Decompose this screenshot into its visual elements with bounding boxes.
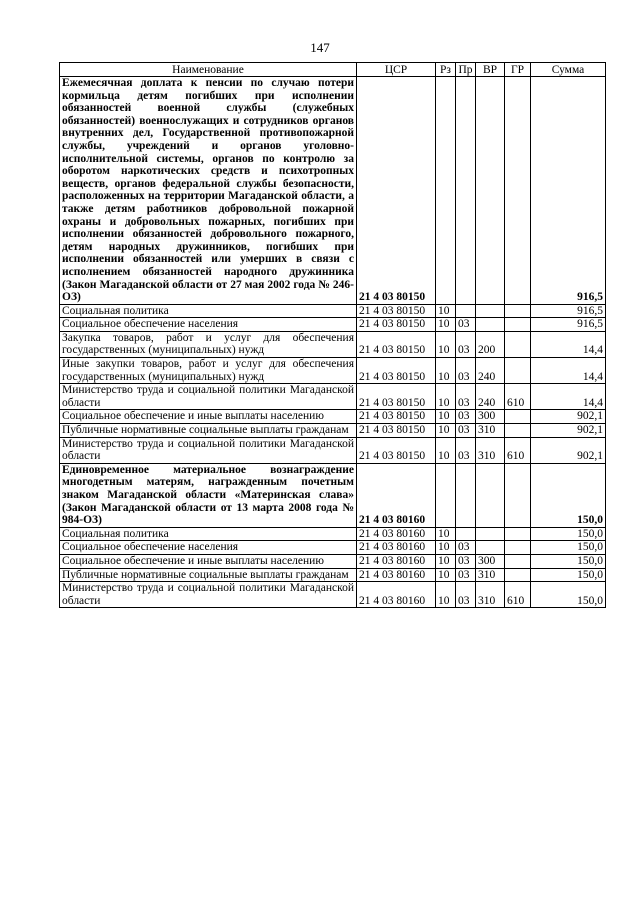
table-row	[60, 582, 606, 608]
header-row	[60, 63, 606, 77]
row-sum: 150,0	[531, 582, 606, 608]
table-row	[60, 424, 606, 438]
row-csr: 21 4 03 80160	[357, 568, 436, 582]
row-pr	[456, 77, 476, 305]
table-row	[60, 437, 606, 463]
table-row	[60, 527, 606, 541]
row-gr	[505, 568, 531, 582]
row-csr: 21 4 03 80150	[357, 384, 436, 410]
row-csr: 21 4 03 80150	[357, 358, 436, 384]
row-rz: 10	[436, 527, 456, 541]
table-row	[60, 554, 606, 568]
row-rz: 10	[436, 554, 456, 568]
row-name: Социальная политика	[60, 527, 357, 541]
row-rz: 10	[436, 582, 456, 608]
row-vr	[476, 77, 505, 305]
row-csr: 21 4 03 80150	[357, 424, 436, 438]
row-rz: 10	[436, 541, 456, 555]
row-pr: 03	[456, 318, 476, 332]
row-sum: 902,1	[531, 410, 606, 424]
page-number: 147	[310, 40, 330, 55]
row-pr	[456, 527, 476, 541]
table-row	[60, 331, 606, 357]
row-name: Иные закупки товаров, работ и услуг для обеспечения государственных (муниципальных) нужд	[60, 358, 357, 384]
table-row	[60, 568, 606, 582]
row-rz: 10	[436, 304, 456, 318]
row-vr	[476, 318, 505, 332]
row-name: Министерство труда и социальной политики Магаданской области	[60, 582, 357, 608]
row-gr	[505, 424, 531, 438]
row-sum: 902,1	[531, 424, 606, 438]
row-vr	[476, 541, 505, 555]
row-pr: 03	[456, 358, 476, 384]
row-csr: 21 4 03 80150	[357, 318, 436, 332]
row-rz: 10	[436, 410, 456, 424]
row-rz: 10	[436, 568, 456, 582]
row-pr: 03	[456, 437, 476, 463]
row-name: Закупка товаров, работ и услуг для обеспечения государственных (муниципальных) нужд	[60, 331, 357, 357]
row-sum: 902,1	[531, 437, 606, 463]
row-gr	[505, 410, 531, 424]
row-csr: 21 4 03 80160	[357, 541, 436, 555]
header-gr: ГР	[505, 63, 531, 77]
row-name: Публичные нормативные социальные выплаты гражданам	[60, 568, 357, 582]
row-vr: 200	[476, 331, 505, 357]
row-sum: 150,0	[531, 568, 606, 582]
row-csr: 21 4 03 80150	[357, 304, 436, 318]
row-vr: 310	[476, 582, 505, 608]
row-name: Социальное обеспечение населения	[60, 541, 357, 555]
row-gr	[505, 358, 531, 384]
row-sum: 14,4	[531, 331, 606, 357]
row-sum: 150,0	[531, 541, 606, 555]
row-gr	[505, 77, 531, 305]
table-row	[60, 358, 606, 384]
row-gr	[505, 527, 531, 541]
row-gr: 610	[505, 437, 531, 463]
row-sum: 916,5	[531, 318, 606, 332]
header-sum: Сумма	[531, 63, 606, 77]
table-row	[60, 77, 606, 305]
header-vr: ВР	[476, 63, 505, 77]
row-pr: 03	[456, 410, 476, 424]
row-rz: 10	[436, 424, 456, 438]
header-rz: Рз	[436, 63, 456, 77]
row-gr: 610	[505, 582, 531, 608]
row-sum: 14,4	[531, 358, 606, 384]
table-row	[60, 384, 606, 410]
row-pr: 03	[456, 554, 476, 568]
row-pr: 03	[456, 384, 476, 410]
row-gr	[505, 541, 531, 555]
row-vr: 300	[476, 410, 505, 424]
row-vr: 240	[476, 384, 505, 410]
table-row	[60, 304, 606, 318]
row-vr: 310	[476, 437, 505, 463]
row-sum: 916,5	[531, 77, 606, 305]
row-name: Министерство труда и социальной политики Магаданской области	[60, 437, 357, 463]
row-rz: 10	[436, 318, 456, 332]
row-name: Социальное обеспечение и иные выплаты населению	[60, 410, 357, 424]
row-rz: 10	[436, 437, 456, 463]
row-sum: 150,0	[531, 554, 606, 568]
row-sum: 14,4	[531, 384, 606, 410]
row-csr: 21 4 03 80160	[357, 554, 436, 568]
row-name: Ежемесячная доплата к пенсии по случаю потери кормильца детям погибших при исполнении обязанностей военной службы (служебных обязанностей) военнослужащих и сотрудников органов внутренних дел, Государственной противопожарной службы, учреждений и органов уголовно-исполнительной системы, органов по контролю за оборотом наркотических средств и психотропных веществ, органов федеральной службы безопасности, расположенных на территории Магаданской области, а также детям работников добровольной пожарной охраны и добровольных пожарных, погибших при исполнении обязанностей добровольного пожарного, детям народных дружинников, погибших при исполнении обязанностей или умерших в связи с исполнением обязанностей народного дружинника (Закон Магаданской области от 27 мая 2002 года № 246-ОЗ)	[60, 77, 357, 305]
row-sum: 150,0	[531, 463, 606, 527]
row-pr: 03	[456, 541, 476, 555]
budget-table	[59, 62, 606, 608]
row-gr	[505, 318, 531, 332]
row-pr	[456, 304, 476, 318]
row-name: Социальное обеспечение населения	[60, 318, 357, 332]
row-pr: 03	[456, 568, 476, 582]
row-pr: 03	[456, 424, 476, 438]
header-csr: ЦСР	[357, 63, 436, 77]
row-sum: 150,0	[531, 527, 606, 541]
row-name: Министерство труда и социальной политики Магаданской области	[60, 384, 357, 410]
row-csr: 21 4 03 80150	[357, 437, 436, 463]
row-csr: 21 4 03 80150	[357, 331, 436, 357]
table-row	[60, 463, 606, 527]
row-gr	[505, 554, 531, 568]
row-name: Социальная политика	[60, 304, 357, 318]
header-name: Наименование	[60, 63, 357, 77]
row-vr: 310	[476, 568, 505, 582]
row-rz: 10	[436, 358, 456, 384]
row-rz: 10	[436, 331, 456, 357]
row-csr: 21 4 03 80160	[357, 582, 436, 608]
row-gr	[505, 304, 531, 318]
row-pr: 03	[456, 582, 476, 608]
table-row	[60, 541, 606, 555]
row-vr	[476, 527, 505, 541]
row-vr: 300	[476, 554, 505, 568]
row-vr	[476, 463, 505, 527]
row-gr: 610	[505, 384, 531, 410]
row-csr: 21 4 03 80150	[357, 410, 436, 424]
row-csr: 21 4 03 80160	[357, 527, 436, 541]
row-vr: 240	[476, 358, 505, 384]
row-name: Единовременное материальное вознаграждение многодетным матерям, награжденным почетным знаком Магаданской области «Материнская слава» (Закон Магаданской области от 13 марта 2008 года № 984-ОЗ)	[60, 463, 357, 527]
row-gr	[505, 331, 531, 357]
table-row	[60, 410, 606, 424]
table-row	[60, 318, 606, 332]
row-pr	[456, 463, 476, 527]
header-pr: Пр	[456, 63, 476, 77]
row-vr	[476, 304, 505, 318]
row-name: Публичные нормативные социальные выплаты гражданам	[60, 424, 357, 438]
row-vr: 310	[476, 424, 505, 438]
row-rz: 10	[436, 384, 456, 410]
row-rz	[436, 77, 456, 305]
row-gr	[505, 463, 531, 527]
row-name: Социальное обеспечение и иные выплаты населению	[60, 554, 357, 568]
row-csr: 21 4 03 80150	[357, 77, 436, 305]
row-sum: 916,5	[531, 304, 606, 318]
row-rz	[436, 463, 456, 527]
row-csr: 21 4 03 80160	[357, 463, 436, 527]
row-pr: 03	[456, 331, 476, 357]
